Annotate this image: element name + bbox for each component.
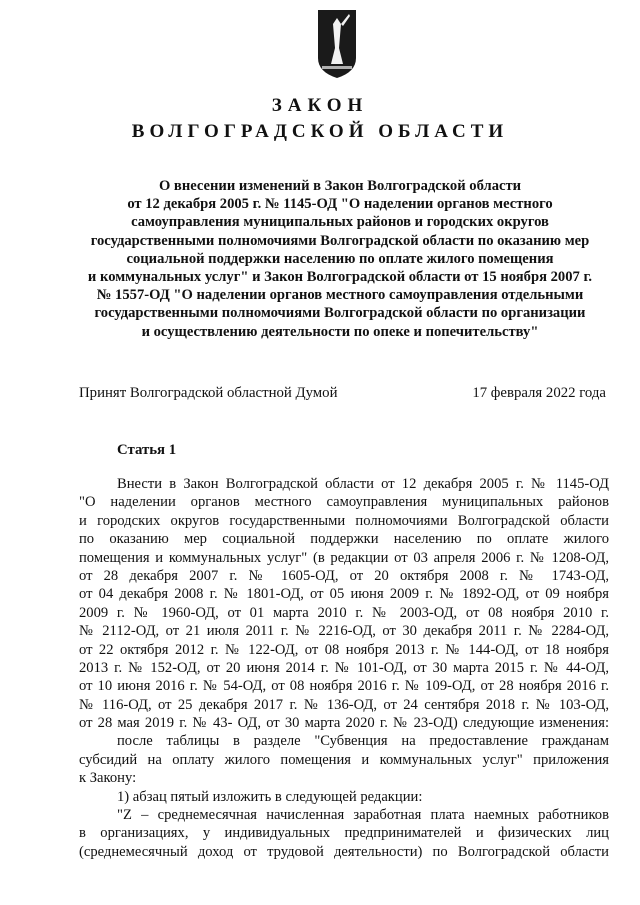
body-line: № 2112-ОД, от 21 июля 2011 г. № 2216-ОД, от 30 декабря 2011 г. № 2284-ОД, bbox=[79, 623, 609, 640]
body-line: 2009 г. № 1960-ОД, от 01 марта 2010 г. № 2003-ОД, от 08 ноября 2010 г. bbox=[79, 604, 609, 621]
subject-line: государственными полномочиями Волгоградской области по организации bbox=[94, 305, 586, 322]
body-line: (среднемесячный доход от трудовой деятельности) по Волгоградской области bbox=[79, 843, 609, 860]
body-line: от 28 декабря 2007 г. № 1605-ОД, от 20 октября 2008 г. № 1743-ОД, bbox=[79, 567, 609, 584]
article-body bbox=[79, 475, 609, 861]
body-line: в организациях, у индивидуальных предпринимателей и физических лиц bbox=[79, 825, 609, 842]
body-line: Внести в Закон Волгоградской области от 12 декабря 2005 г. № 1145-ОД bbox=[117, 476, 609, 492]
law-heading: ЗАКОН bbox=[271, 95, 369, 116]
subject-line: и осуществлению деятельности по опеке и попечительству" bbox=[141, 323, 539, 340]
body-line: после таблицы в разделе "Субвенция на предоставление гражданам bbox=[117, 733, 609, 750]
body-line: 1) абзац пятый изложить в следующей редакции: bbox=[117, 788, 423, 805]
body-line: от 22 октября 2012 г. № 122-ОД, от 08 ноября 2013 г. № 144-ОД, от 18 ноября bbox=[79, 641, 609, 658]
subject-line: О внесении изменений в Закон Волгоградской области bbox=[158, 178, 522, 194]
body-line: по оказанию мер социальной поддержки населению по оплате жилого bbox=[79, 531, 609, 548]
body-line: и городских округов государственными полномочиями Волгоградской области bbox=[79, 512, 609, 529]
body-line: "Z – среднемесячная начисленная заработная плата наемных работников bbox=[117, 807, 609, 824]
subject-line: социальной поддержки населению по оплате жилого помещения bbox=[126, 250, 554, 267]
subject-line: от 12 декабря 2005 г. № 1145-ОД "О наделении органов местного bbox=[127, 196, 553, 213]
body-line: от 28 мая 2019 г. № 43- ОД, от 30 марта 2020 г. № 23-ОД) следующие изменения: bbox=[79, 715, 609, 732]
article-heading: Статья 1 bbox=[117, 442, 177, 458]
adoption-date: 17 февраля 2022 года bbox=[472, 385, 606, 401]
body-line: № 116-ОД, от 25 декабря 2017 г. № 136-ОД, от 24 сентября 2018 г. № 103-ОД, bbox=[79, 696, 609, 713]
law-subject bbox=[72, 177, 608, 341]
subject-line: № 1557-ОД "О наделении органов местного самоуправления отдельными bbox=[96, 287, 584, 304]
subject-line: и коммунальных услуг" и Закон Волгоградской области от 15 ноября 2007 г. bbox=[87, 269, 593, 286]
subject-line: государственными полномочиями Волгоградской области по оказанию мер bbox=[90, 232, 590, 249]
body-line: от 10 июня 2016 г. № 54-ОД, от 08 ноября 2016 г. № 109-ОД, от 28 ноября 2016 г. bbox=[79, 678, 609, 695]
region-heading: ВОЛГОГРАДСКОЙ ОБЛАСТИ bbox=[131, 121, 509, 142]
body-line: от 04 декабря 2008 г. № 1801-ОД, от 05 июня 2009 г. № 1892-ОД, от 09 ноября bbox=[79, 586, 609, 603]
body-line: 2013 г. № 152-ОД, от 20 июня 2014 г. № 101-ОД, от 30 марта 2015 г. № 44-ОД, bbox=[79, 659, 609, 676]
subject-line: самоуправления муниципальных районов и городских округов bbox=[131, 214, 549, 231]
body-line: "О наделении органов местного самоуправления муниципальных районов bbox=[79, 494, 609, 511]
adopted-by: Принят Волгоградской областной Думой bbox=[79, 385, 338, 401]
body-line: помещения и коммунальных услуг" (в редакции от 03 апреля 2006 г. № 1208-ОД, bbox=[79, 549, 609, 566]
body-line: к Закону: bbox=[79, 770, 137, 787]
body-line: субсидий на оплату жилого помещения и коммунальных услуг" приложения bbox=[79, 751, 609, 768]
volgograd-coat-of-arms-icon bbox=[316, 8, 358, 80]
